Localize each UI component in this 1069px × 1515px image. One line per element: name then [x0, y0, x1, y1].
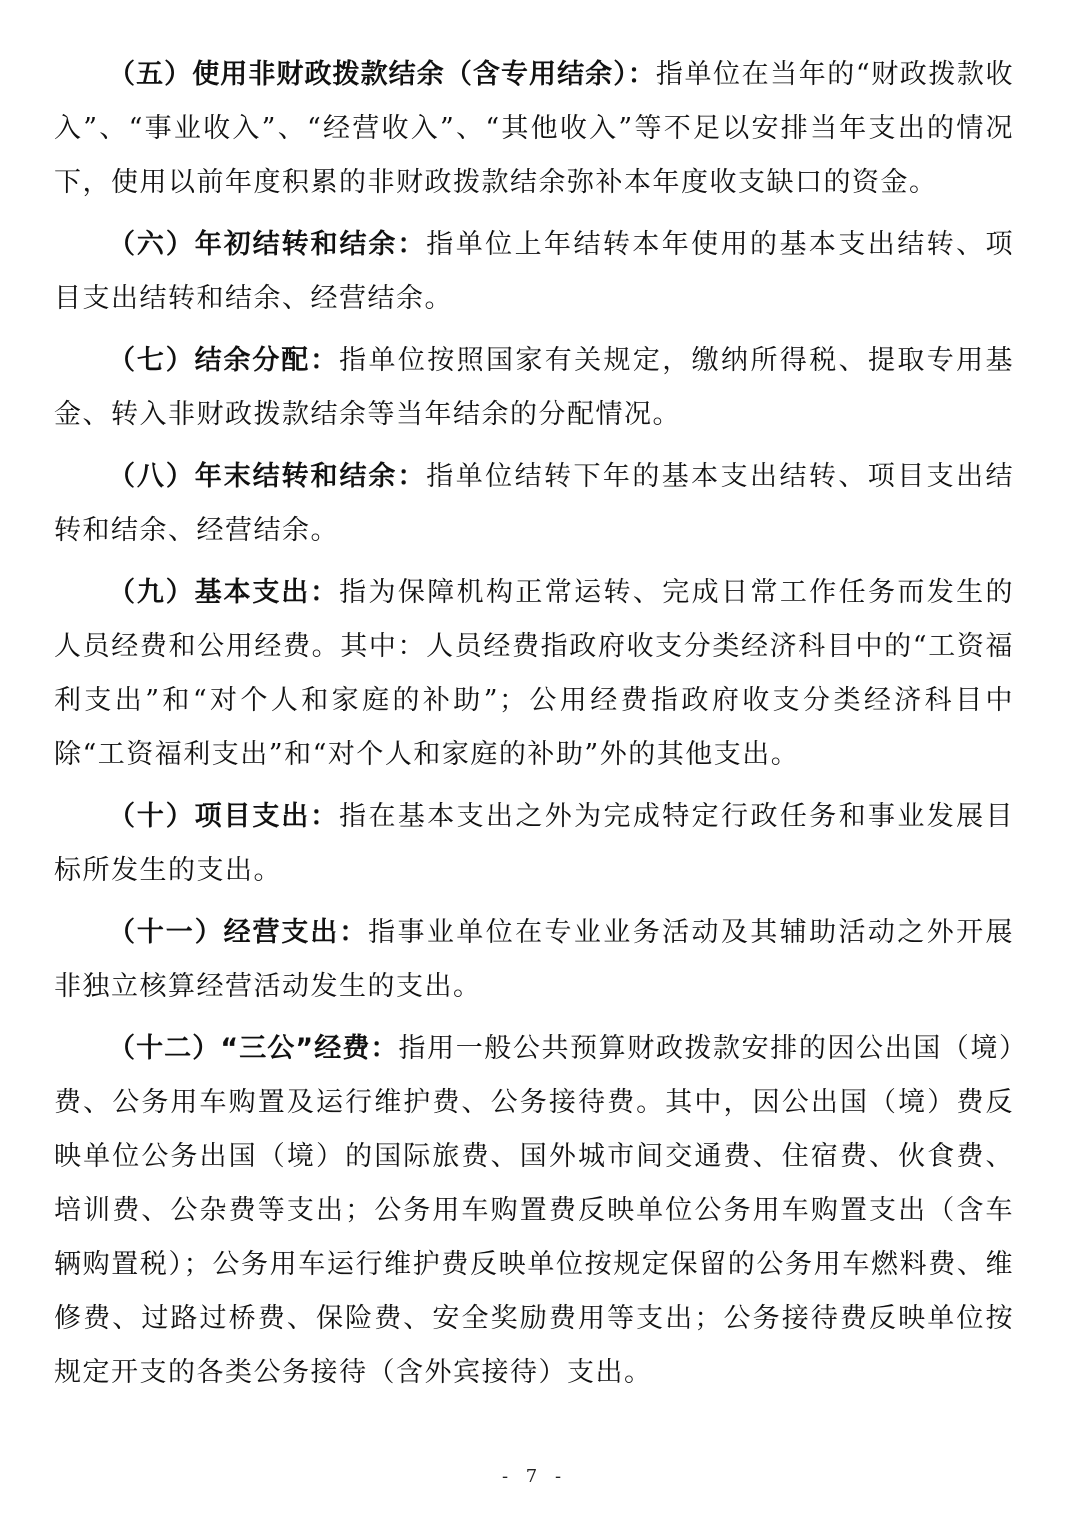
term-heading: （六）年初结转和结余：: [108, 229, 427, 260]
paragraph-three-public-expenses: [54, 1022, 1014, 1400]
definition-text: 指单位按照国家有关规定，缴纳所得税、提取专用基金、转入非财政拨款结余等当年结余的分配情况。: [54, 345, 1015, 430]
paragraph-surplus-distribution: [54, 334, 1014, 442]
paragraph-basic-expenditure: [54, 566, 1014, 782]
definition-text: 指为保障机构正常运转、完成日常工作任务而发生的人员经费和公用经费。其中：人员经费指政府收支分类经济科目中的“工资福利支出”和“对个人和家庭的补助”；公用经费指政府收支分类经济科目中除“工资福利支出”和“对个人和家庭的补助”外的其他支出。: [54, 577, 1015, 770]
paragraph-year-end-carryover: [54, 450, 1014, 558]
term-heading: （八）年末结转和结余：: [108, 461, 427, 492]
term-heading: （九）基本支出：: [108, 577, 340, 608]
paragraph-beginning-carryover: [54, 218, 1014, 326]
term-heading: （七）结余分配：: [108, 345, 340, 376]
definition-text: 指事业单位在专业业务活动及其辅助活动之外开展非独立核算经营活动发生的支出。: [54, 917, 1015, 1002]
term-heading: （十一）经营支出：: [108, 917, 369, 948]
paragraph-operating-expenditure: [54, 906, 1014, 1014]
definition-text: 指单位在当年的“财政拨款收入”、“事业收入”、“经营收入”、“其他收入”等不足以安排当年支出的情况下，使用以前年度积累的非财政拨款结余弥补本年度收支缺口的资金。: [54, 59, 1014, 198]
document-body: [54, 48, 1014, 1408]
definition-text: 指用一般公共预算财政拨款安排的因公出国（境）费、公务用车购置及运行维护费、公务接待费。其中，因公出国（境）费反映单位公务出国（境）的国际旅费、国外城市间交通费、住宿费、伙食费、培训费、公杂费等支出；公务用车购置费反映单位公务用车购置支出（含车辆购置税）；公务用车运行维护费反映单位按规定保留的公务用车燃料费、维修费、过路过桥费、保险费、安全奖励费用等支出；公务接待费反映单位按规定开支的各类公务接待（含外宾接待）支出。: [54, 1033, 1014, 1388]
definition-text: 指单位结转下年的基本支出结转、项目支出结转和结余、经营结余。: [54, 461, 1015, 546]
definition-text: 指在基本支出之外为完成特定行政任务和事业发展目标所发生的支出。: [54, 801, 1015, 886]
term-heading: （十二）“三公”经费：: [108, 1033, 399, 1064]
paragraph-project-expenditure: [54, 790, 1014, 898]
page-number: - 7 -: [501, 1466, 568, 1487]
term-heading: （五）使用非财政拨款结余（含专用结余）：: [108, 59, 656, 90]
paragraph-non-fiscal-surplus-use: [54, 48, 1014, 210]
term-heading: （十）项目支出：: [108, 801, 340, 832]
definition-text: 指单位上年结转本年使用的基本支出结转、项目支出结转和结余、经营结余。: [54, 229, 1015, 314]
